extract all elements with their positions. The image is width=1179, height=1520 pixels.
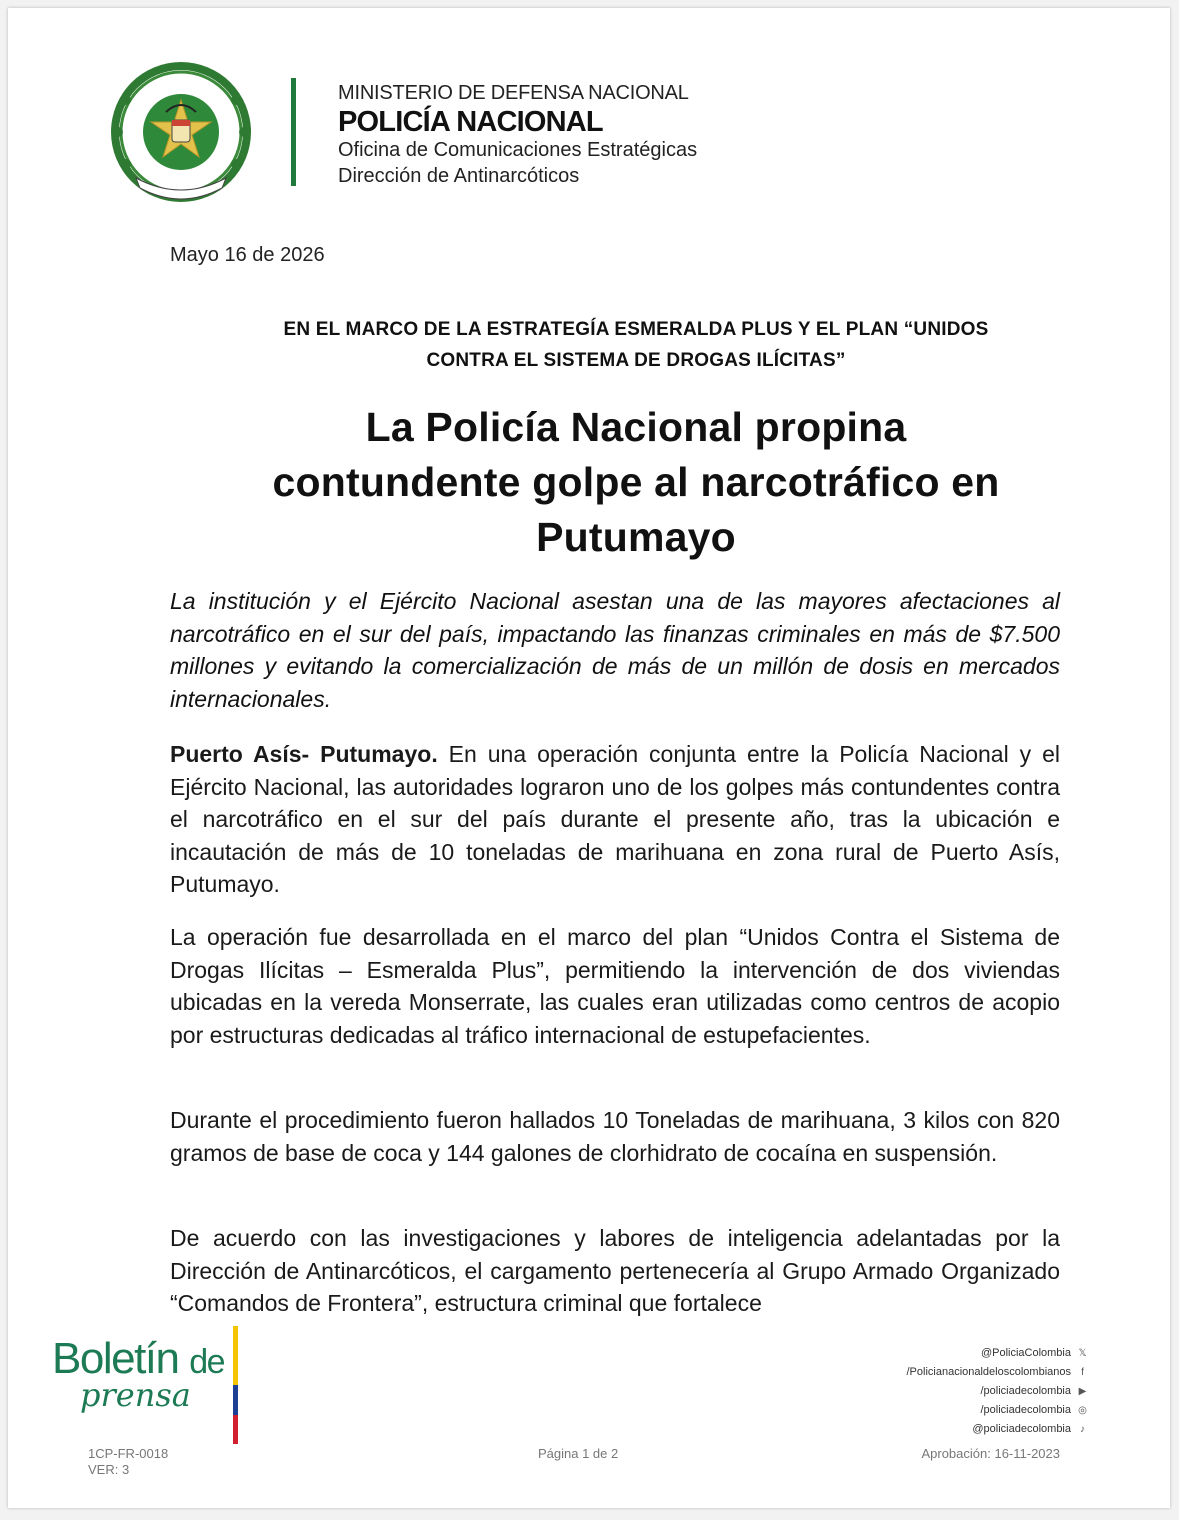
tiktok-icon: ♪ <box>1080 1424 1085 1435</box>
kicker <box>128 314 1144 376</box>
headline <box>128 400 1144 565</box>
instagram-icon: ◎ <box>1078 1405 1087 1416</box>
social-links <box>907 1344 1089 1439</box>
lead-paragraph: La institución y el Ejército Nacional asestan una de las mayores afectaciones al narcotráfico en el sur del país, impactando las finanzas criminales en más de $7.500 millones y evitando la comercialización de más de un millón de dosis en mercados internacionales. <box>170 588 1060 712</box>
social-handle[interactable]: /policiadecolombia <box>980 1385 1071 1397</box>
social-item[interactable] <box>907 1382 1089 1401</box>
headline-line: Putumayo <box>536 514 736 560</box>
paragraph-text: En una operación conjunta entre la Policía Nacional y el Ejército Nacional, las autoridades lograron uno de los golpes más contundentes contra el narcotráfico en el sur del país durante el presente año, tras la ubicación e incautación de más de 10 toneladas de marihuana en zona rural de Puerto Asís, Putumayo. <box>170 741 1060 897</box>
kicker-line: EN EL MARCO DE LA ESTRATEGÍA ESMERALDA PLUS Y EL PLAN “UNIDOS <box>283 319 989 340</box>
police-seal-logo <box>106 60 256 210</box>
header-divider <box>291 78 296 186</box>
dateline: Puerto Asís- Putumayo. <box>170 741 438 767</box>
social-item[interactable] <box>907 1344 1089 1363</box>
page-number: Página 1 de 2 <box>538 1446 619 1461</box>
flag-red <box>233 1415 238 1444</box>
form-code: 1CP-FR-0018 <box>88 1446 169 1461</box>
document-page <box>8 8 1170 1508</box>
bulletin-prensa: prensa <box>80 1376 191 1414</box>
form-version: VER: 3 <box>88 1462 130 1477</box>
kicker-line: CONTRA EL SISTEMA DE DROGAS ILÍCITAS” <box>426 350 846 371</box>
office-name: Oficina de Comunicaciones Estratégicas <box>338 139 698 161</box>
social-handle[interactable]: /policiadecolombia <box>980 1404 1071 1416</box>
body-paragraph: La operación fue desarrollada en el marco del plan “Unidos Contra el Sistema de Drogas Ilícitas – Esmeralda Plus”, permitiendo la intervención de dos viviendas ubicadas en la vereda Monserrate, las cuales eran utilizadas como centros de acopio por estructuras dedicadas al tráfico internacional de estupefacientes. <box>170 924 1060 1048</box>
body-paragraph: De acuerdo con las investigaciones y labores de inteligencia adelantadas por la Dirección de Antinarcóticos, el cargamento pertenecería al Grupo Armado Organizado “Comandos de Frontera”, estructura criminal que fortalece <box>170 1225 1060 1316</box>
footer-code <box>88 1446 168 1478</box>
social-handle[interactable]: @PoliciaColombia <box>980 1347 1071 1359</box>
youtube-icon: ▶ <box>1078 1386 1087 1397</box>
social-item[interactable] <box>907 1401 1089 1420</box>
social-handle[interactable]: @policiadecolombia <box>972 1423 1071 1435</box>
flag-blue <box>233 1385 238 1415</box>
bulletin-word: Boletín <box>52 1334 179 1383</box>
headline-line: La Policía Nacional propina <box>365 404 907 450</box>
headline-line: contundente golpe al narcotráfico en <box>272 459 1000 505</box>
release-date: Mayo 16 de 2026 <box>170 244 325 266</box>
social-item[interactable] <box>907 1363 1089 1382</box>
social-item[interactable] <box>907 1420 1089 1439</box>
flag-yellow <box>233 1326 238 1385</box>
x-icon: 𝕏 <box>1078 1348 1087 1359</box>
social-handle[interactable]: /Policianacionaldeloscolombianos <box>906 1366 1071 1378</box>
ministry-name: MINISTERIO DE DEFENSA NACIONAL <box>338 82 689 104</box>
flag-stripe <box>233 1326 238 1444</box>
approval-date: Aprobación: 16-11-2023 <box>921 1446 1060 1461</box>
bulletin-de: de <box>189 1343 225 1381</box>
direction-name: Dirección de Antinarcóticos <box>338 165 580 187</box>
body-paragraph <box>170 738 1060 901</box>
institution-name: POLICÍA NACIONAL <box>338 106 603 138</box>
facebook-icon: f <box>1081 1367 1084 1378</box>
body-paragraph: Durante el procedimiento fueron hallados 10 Toneladas de marihuana, 3 kilos con 820 gramos de base de coca y 144 galones de clorhidrato de cocaína en suspensión. <box>170 1107 1060 1166</box>
